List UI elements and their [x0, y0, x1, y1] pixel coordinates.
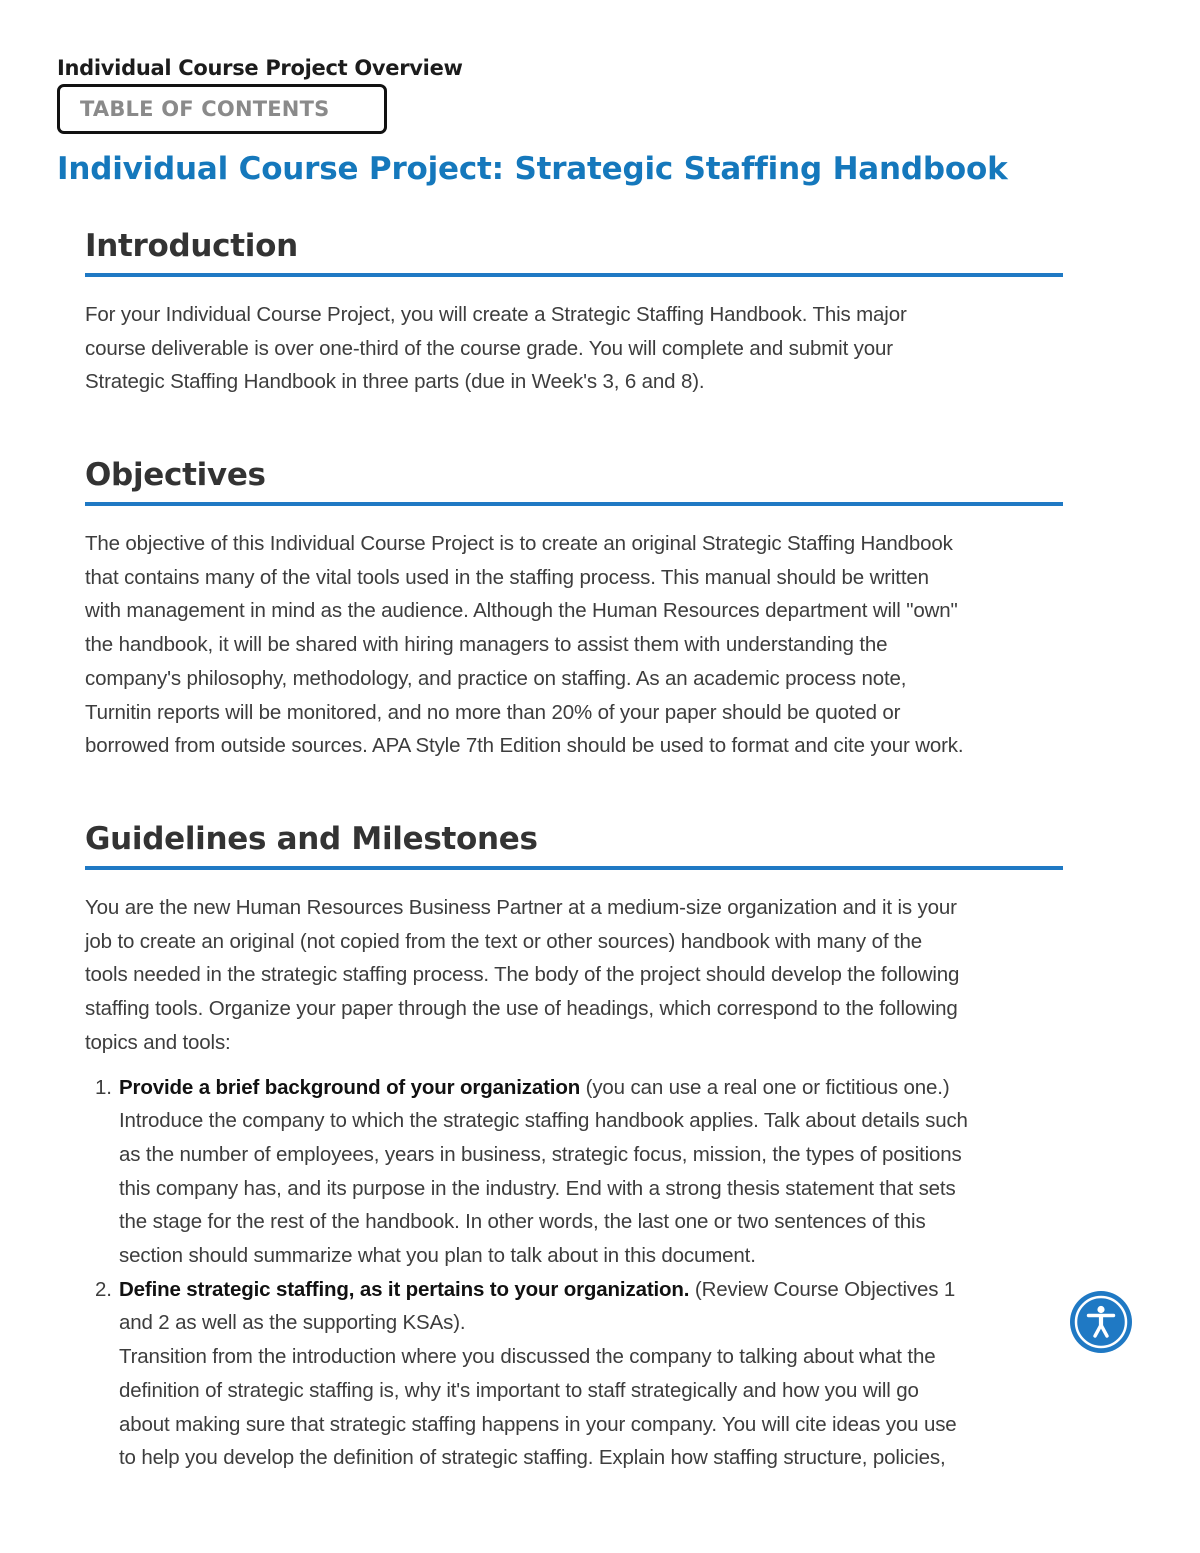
document-title: Individual Course Project Overview: [57, 56, 463, 80]
paragraph-line: Strategic Staffing Handbook in three parts (due in Week's 3, 6 and 8).: [85, 370, 705, 394]
paragraph-line: with management in mind as the audience. Although the Human Resources department will "own": [85, 599, 958, 623]
list-item-line: and 2 as well as the supporting KSAs).: [119, 1311, 466, 1335]
list-item-line: to help you develop the definition of strategic staffing. Explain how staffing structure, policies,: [119, 1446, 946, 1470]
list-item-line: as the number of employees, years in business, strategic focus, mission, the types of positions: [119, 1142, 962, 1166]
list-item-line: this company has, and its purpose in the industry. End with a strong thesis statement that sets: [119, 1176, 956, 1200]
paragraph-line: company's philosophy, methodology, and practice on staffing. As an academic process note,: [85, 666, 907, 690]
paragraph-line: The objective of this Individual Course Project is to create an original Strategic Staffing Handbook: [85, 532, 953, 555]
list-item-line: definition of strategic staffing is, why it's important to staff strategically and how you will go: [119, 1378, 919, 1402]
list-item-line: Transition from the introduction where you discussed the company to talking about what the: [119, 1345, 936, 1369]
section-divider: [85, 273, 1063, 277]
section-divider: [85, 502, 1063, 506]
list-item-line: section should summarize what you plan to talk about in this document.: [119, 1244, 756, 1268]
guidelines-list: [85, 1071, 1063, 1475]
paragraph-line: topics and tools:: [85, 1030, 231, 1054]
page-title: Individual Course Project: Strategic Staffing Handbook: [57, 151, 1008, 187]
list-number: 2.: [95, 1277, 112, 1301]
guidelines-section: [85, 818, 1063, 1475]
objectives-section: [85, 454, 1063, 763]
objectives-heading: Objectives: [85, 457, 266, 493]
objectives-paragraph: [85, 527, 1063, 763]
list-item: [85, 1273, 1063, 1475]
accessibility-button[interactable]: [1070, 1291, 1132, 1353]
guidelines-paragraph: [85, 891, 1063, 1060]
list-item-note: (you can use a real one or fictitious one.): [580, 1075, 950, 1099]
paragraph-line: borrowed from outside sources. APA Style 7th Edition should be used to format and cite your work.: [85, 734, 964, 758]
list-item-title: Define strategic staffing, as it pertains to your organization.: [119, 1277, 690, 1301]
list-item-line: the stage for the rest of the handbook. In other words, the last one or two sentences of this: [119, 1210, 926, 1234]
paragraph-line: Turnitin reports will be monitored, and no more than 20% of your paper should be quoted or: [85, 700, 901, 724]
accessibility-icon: [1070, 1291, 1132, 1353]
list-item: [85, 1071, 1063, 1273]
list-item-first-line: [119, 1273, 1063, 1307]
list-item-first-line: [119, 1071, 1063, 1105]
list-item-line: Introduce the company to which the strategic staffing handbook applies. Talk about details such: [119, 1109, 968, 1133]
table-of-contents-button[interactable]: TABLE OF CONTENTS: [57, 84, 387, 134]
paragraph-line: course deliverable is over one-third of the course grade. You will complete and submit your: [85, 336, 893, 360]
paragraph-line: job to create an original (not copied from the text or other sources) handbook with many of the: [85, 929, 922, 953]
paragraph-line: that contains many of the vital tools used in the staffing process. This manual should be written: [85, 565, 929, 589]
introduction-heading: Introduction: [85, 228, 298, 264]
introduction-section: [85, 225, 1063, 399]
paragraph-line: the handbook, it will be shared with hiring managers to assist them with understanding the: [85, 633, 888, 657]
section-divider: [85, 866, 1063, 870]
list-number: 1.: [95, 1075, 112, 1099]
paragraph-line: staffing tools. Organize your paper through the use of headings, which correspond to the following: [85, 997, 958, 1021]
list-item-note: (Review Course Objectives 1: [689, 1277, 956, 1301]
paragraph-line: tools needed in the strategic staffing process. The body of the project should develop the following: [85, 963, 960, 987]
introduction-paragraph: [85, 298, 1063, 399]
list-item-title: Provide a brief background of your organization: [119, 1075, 581, 1099]
guidelines-heading: Guidelines and Milestones: [85, 821, 538, 857]
list-item-line: about making sure that strategic staffing happens in your company. You will cite ideas you use: [119, 1412, 957, 1436]
paragraph-line: For your Individual Course Project, you will create a Strategic Staffing Handbook. This major: [85, 303, 907, 326]
paragraph-line: You are the new Human Resources Business Partner at a medium-size organization and it is your: [85, 896, 957, 919]
